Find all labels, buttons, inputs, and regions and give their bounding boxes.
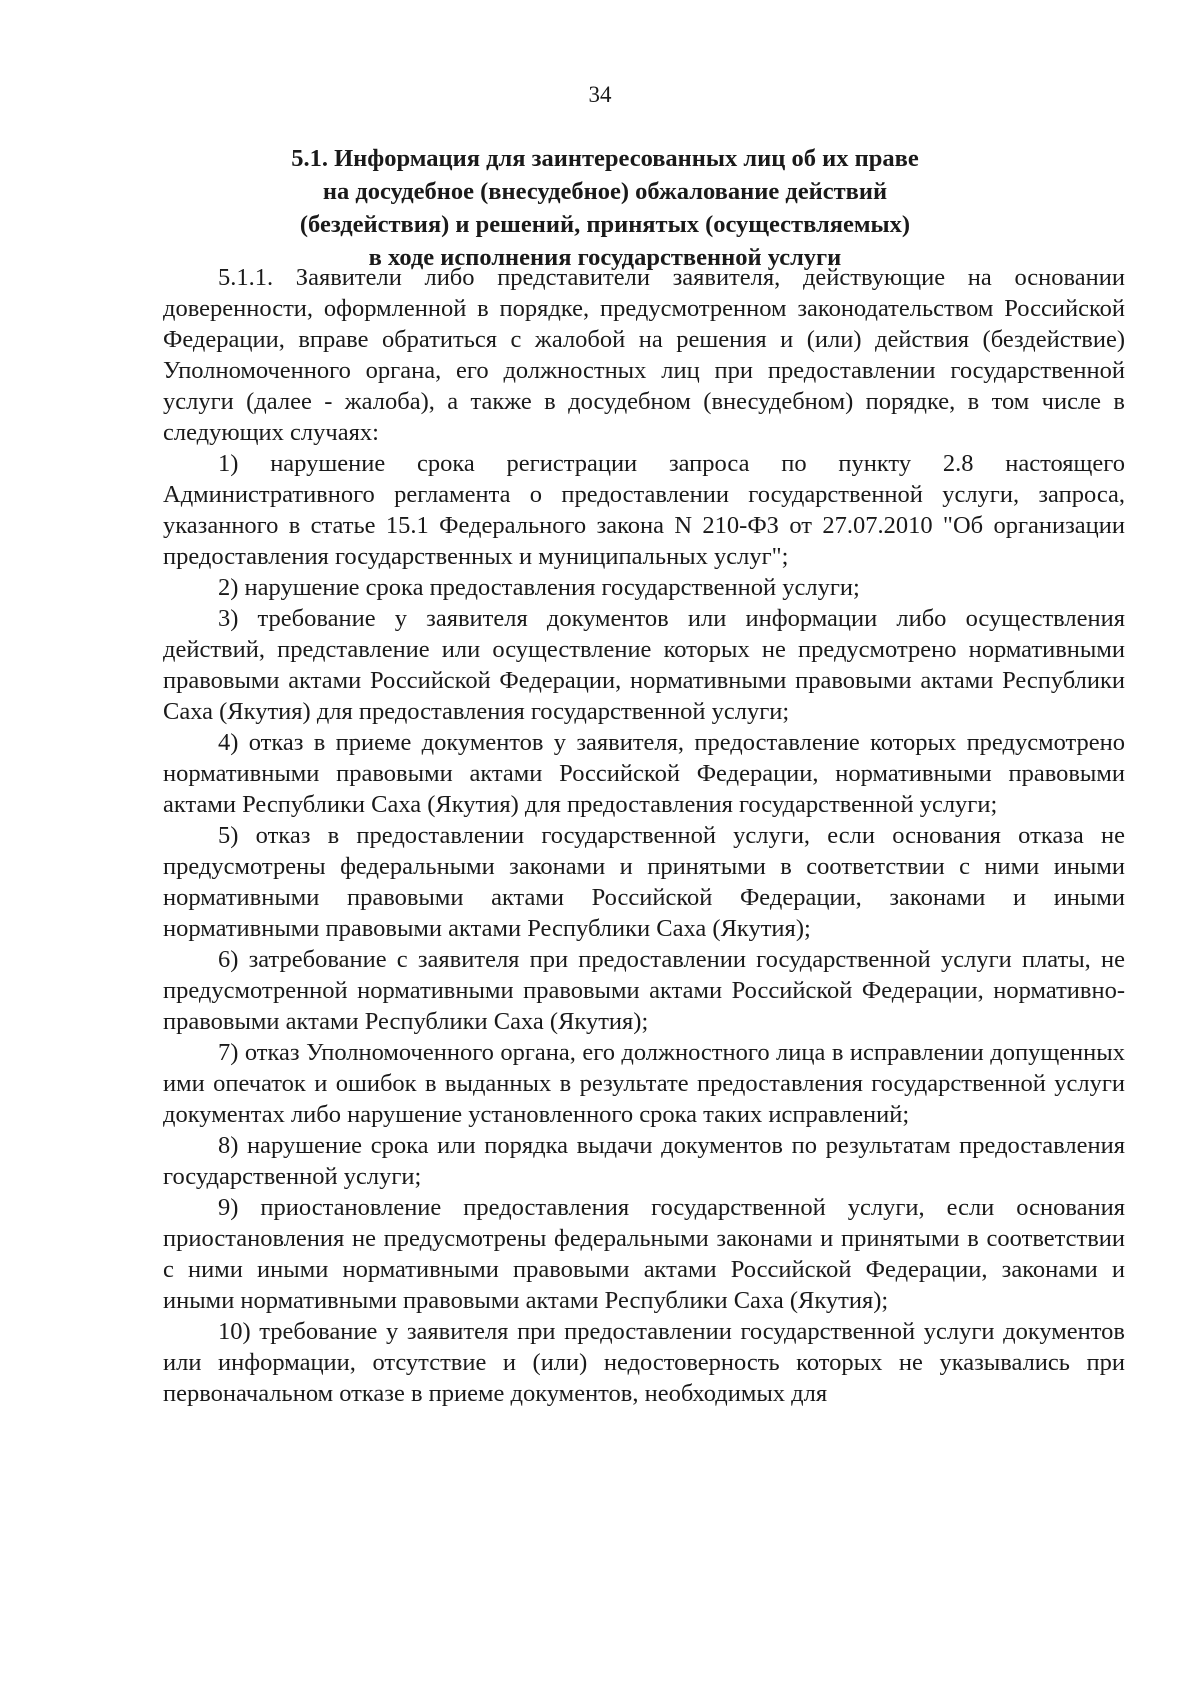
list-item-10: 10) требование у заявителя при предоставлении государственной услуги документов или информации, отсутствие и (или) недостоверность которых не указывались при первоначальном отказе в приеме документов, необходимых для — [163, 1318, 1125, 1407]
heading-line: на досудебное (внесудебное) обжалование действий — [322, 178, 888, 205]
page-number: 34 — [588, 82, 612, 107]
document-body — [163, 262, 1125, 1409]
list-item-2: 2) нарушение срока предоставления государственной услуги; — [218, 574, 860, 601]
list-item-5: 5) отказ в предоставлении государственной услуги, если основания отказа не предусмотрены федеральными законами и принятыми в соответствии с ними иными нормативными правовыми актами Российской Федерации, законами и иными нормативными правовыми актами Республики Саха (Якутия); — [163, 822, 1125, 942]
heading-line: (бездействия) и решений, принятых (осуществляемых) — [299, 211, 911, 238]
list-item-6: 6) затребование с заявителя при предоставлении государственной услуги платы, не предусмотренной нормативными правовыми актами Российской Федерации, нормативно-правовыми актами Республики Саха (Якутия); — [163, 946, 1125, 1035]
list-item-3: 3) требование у заявителя документов или информации либо осуществления действий, представление или осуществление которых не предусмотрено нормативными правовыми актами Российской Федерации, нормативными правовыми актами Республики Саха (Якутия) для предоставления государственной услуги; — [163, 605, 1125, 725]
heading-line: в ходе исполнения государственной услуги — [368, 244, 842, 271]
list-item-4: 4) отказ в приеме документов у заявителя, предоставление которых предусмотрено нормативными правовыми актами Российской Федерации, нормативными правовыми актами Республики Саха (Якутия) для предоставления государственной услуги; — [163, 729, 1125, 818]
heading-line: 5.1. Информация для заинтересованных лиц об их праве — [291, 145, 919, 172]
section-heading — [190, 142, 1020, 274]
list-item-9: 9) приостановление предоставления государственной услуги, если основания приостановления не предусмотрены федеральными законами и принятыми в соответствии с ними иными нормативными правовыми актами Российской Федерации, законами и иными нормативными правовыми актами Республики Саха (Якутия); — [163, 1194, 1125, 1314]
list-item-7: 7) отказ Уполномоченного органа, его должностного лица в исправлении допущенных ими опечаток и ошибок в выданных в результате предоставления государственной услуги документах либо нарушение установленного срока таких исправлений; — [163, 1039, 1125, 1128]
list-item-1: 1) нарушение срока регистрации запроса по пункту 2.8 настоящего Административного регламента о предоставлении государственной услуги, запроса, указанного в статье 15.1 Федерального закона N 210-ФЗ от 27.07.2010 "Об организации предоставления государственных и муниципальных услуг"; — [163, 450, 1125, 570]
paragraph-5-1-1: 5.1.1. Заявители либо представители заявителя, действующие на основании доверенности, оформленной в порядке, предусмотренном законодательством Российской Федерации, вправе обратиться с жалобой на решения и (или) действия (бездействие) Уполномоченного органа, его должностных лиц при предоставлении государственной услуги (далее - жалоба), а также в досудебном (внесудебном) порядке, в том числе в следующих случаях: — [163, 264, 1125, 446]
list-item-8: 8) нарушение срока или порядка выдачи документов по результатам предоставления государственной услуги; — [163, 1132, 1125, 1190]
